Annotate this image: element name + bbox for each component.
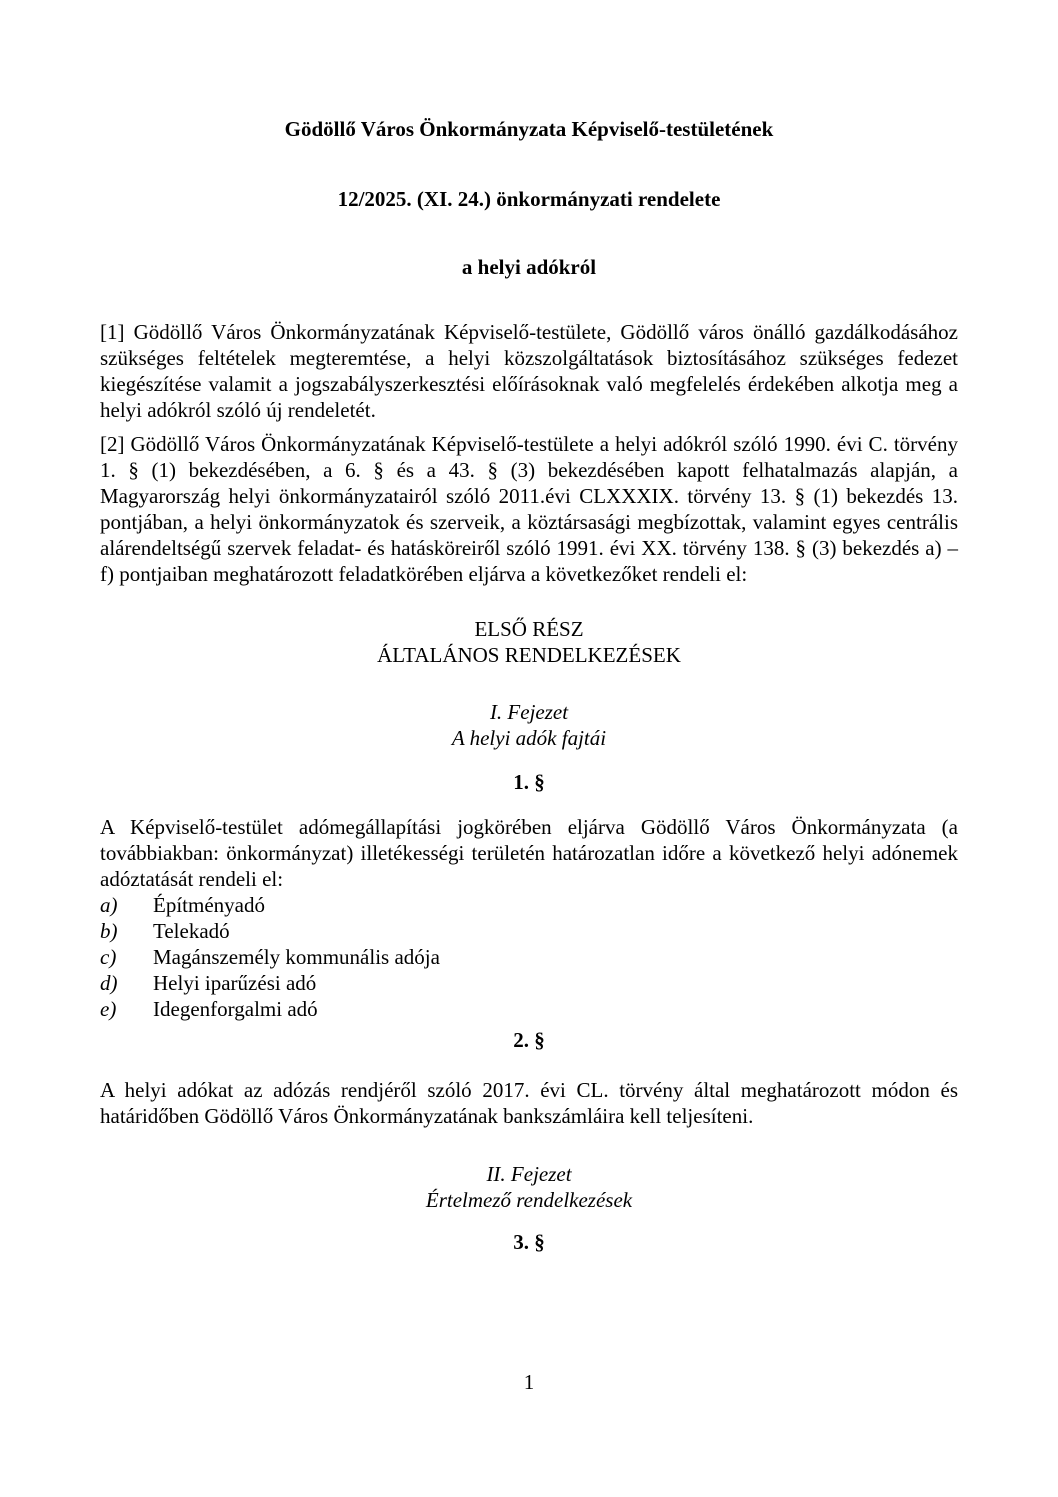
part-heading	[100, 616, 958, 668]
list-item	[100, 996, 958, 1022]
section-2-heading: 2. §	[513, 1028, 545, 1052]
list-item	[100, 970, 958, 996]
section-3-heading: 3. §	[513, 1230, 545, 1254]
list-item	[100, 918, 958, 944]
section-1-heading: 1. §	[513, 770, 545, 794]
list-item-marker: e)	[100, 997, 117, 1021]
list-item-text: Idegenforgalmi adó	[153, 997, 318, 1021]
chapter-2-label: II. Fejezet	[486, 1162, 572, 1186]
section-2-body: A helyi adókat az adózás rendjéről szóló 2017. évi CL. törvény által meghatározott módon és határidőben Gödöllő Város Önkormányzatának bankszámláira kell teljesíteni.	[100, 1078, 958, 1128]
list-item-text: Magánszemély kommunális adója	[153, 945, 440, 969]
list-item-marker: d)	[100, 971, 118, 995]
list-item	[100, 892, 958, 918]
list-item-text: Építményadó	[153, 893, 265, 917]
chapter-1-heading	[100, 699, 958, 751]
chapter-1-title: A helyi adók fajtái	[451, 726, 607, 750]
part-title: ÁLTALÁNOS RENDELKEZÉSEK	[377, 643, 681, 667]
preamble-paragraph-1: [1] Gödöllő Város Önkormányzatának Képviselő-testülete, Gödöllő város önálló gazdálkodásához szükséges feltételek megteremtése, a helyi közszolgáltatások biztosításához szükséges fedezet kiegészítése valamit a jogszabályszerkesztési előírásoknak való megfelelés érdekében alkotja meg a helyi adókról szóló új rendeletét.	[100, 320, 958, 422]
document-title-subject: a helyi adókról	[461, 255, 597, 279]
list-item-marker: a)	[100, 893, 118, 917]
list-item-marker: b)	[100, 919, 118, 943]
list-item-marker: c)	[100, 945, 117, 969]
list-item	[100, 944, 958, 970]
chapter-2-heading	[100, 1161, 958, 1213]
part-label: ELSŐ RÉSZ	[474, 617, 584, 641]
chapter-1-label: I. Fejezet	[489, 700, 569, 724]
tax-type-list	[100, 892, 958, 1022]
preamble-paragraph-2: [2] Gödöllő Város Önkormányzatának Képviselő-testülete a helyi adókról szóló 1990. évi C. törvény 1. § (1) bekezdésében, a 6. § és a 43. § (3) bekezdésében kapott felhatalmazás alapján, a Magyarország helyi önkormányzatairól szóló 2011.évi CLXXXIX. törvény 13. § (1) bekezdés 13. pontjában, a helyi önkormányzatok és szerveik, a köztársasági megbízottak, valamint egyes centrális alárendeltségű szervek feladat- és hatásköreiről szóló 1991. évi XX. törvény 138. § (3) bekezdés a) – f) pontjaiban meghatározott feladatkörében eljárva a következőket rendeli el:	[100, 432, 958, 586]
list-item-text: Telekadó	[153, 919, 230, 943]
page-number: 1	[523, 1370, 535, 1394]
section-1-body: A Képviselő-testület adómegállapítási jogkörében eljárva Gödöllő Város Önkormányzata (a továbbiakban: önkormányzat) illetékességi területén határozatlan időre a következő helyi adónemek adóztatását rendeli el:	[100, 815, 958, 891]
list-item-text: Helyi iparűzési adó	[153, 971, 317, 995]
chapter-2-title: Értelmező rendelkezések	[425, 1188, 633, 1212]
document-title-decree-number: 12/2025. (XI. 24.) önkormányzati rendelete	[337, 187, 721, 211]
document-title-issuer: Gödöllő Város Önkormányzata Képviselő-testületének	[284, 117, 774, 141]
